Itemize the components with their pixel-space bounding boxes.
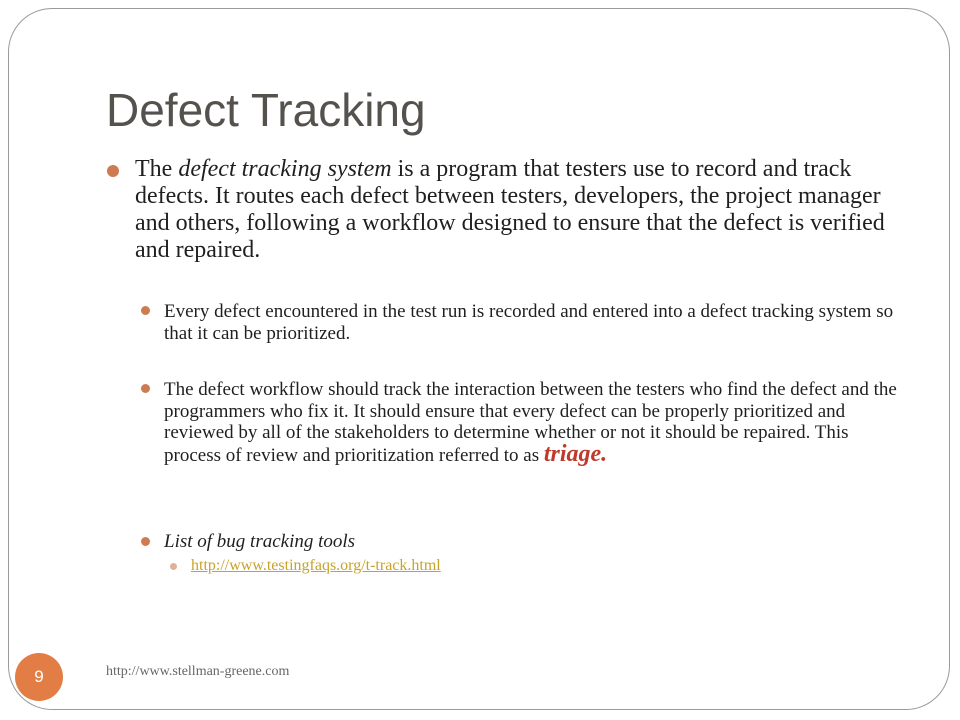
tools-link-item [191, 556, 441, 576]
main-point-prefix: The [135, 156, 179, 182]
tools-list-heading: List of bug tracking tools [164, 531, 356, 552]
bullet-dot-icon [141, 384, 150, 393]
bullet-dot-icon [141, 537, 150, 546]
footer-url: http://www.stellman-greene.com [106, 664, 290, 679]
sub-point-tools [164, 531, 904, 553]
triage-highlight: triage. [543, 440, 608, 467]
page-number-badge [15, 653, 63, 701]
sub-point-workflow [164, 379, 904, 466]
main-point [135, 156, 910, 264]
bullet-dot-icon [107, 165, 119, 177]
sub-point-recording [164, 301, 904, 344]
sub-point-recording-text: Every defect encountered in the test run is recorded and entered into a defect tracking system so that it can be prioritized. [164, 301, 894, 344]
bullet-dot-icon [141, 306, 150, 315]
bullet-dot-icon [170, 563, 177, 570]
page-number: 9 [34, 667, 44, 686]
slide-title: Defect Tracking [106, 84, 426, 136]
main-point-rest: is a program that testers use to record and track defects. It routes each defect between testers, developers, the project manager and others, following a workflow designed to ensure that the defect is verified and repaired. [135, 156, 885, 263]
main-point-term: defect tracking system [178, 156, 392, 182]
tools-link[interactable]: http://www.testingfaqs.org/t-track.html [191, 557, 441, 574]
sub-point-workflow-text: The defect workflow should track the interaction between the testers who find the defect and the programmers who fix it. It should ensure that every defect can be properly prioritized and reviewed by all of the stakeholders to determine whether or not it should be repaired. This process of review and prioritization referred to as [164, 379, 897, 466]
